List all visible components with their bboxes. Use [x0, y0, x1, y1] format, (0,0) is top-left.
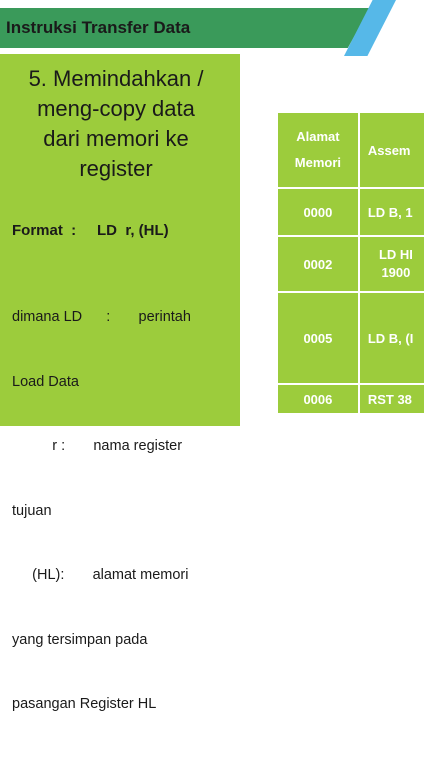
desc-line: (HL): alamat memori	[12, 567, 189, 583]
desc-line: dimana LD : perintah	[12, 309, 191, 325]
table-row	[277, 236, 425, 292]
table-row	[277, 384, 425, 414]
panel-title	[0, 64, 232, 184]
memory-table-viewport	[276, 111, 426, 417]
desc-line: pasangan Register HL	[12, 696, 157, 712]
panel-title-line: register	[79, 156, 153, 181]
header-assembly: Assem	[359, 112, 425, 188]
cell-address: 0000	[277, 188, 359, 236]
slide-title: Instruksi Transfer Data	[6, 18, 191, 37]
cell-assembly: LD B, 1	[359, 188, 425, 236]
desc-line: tujuan	[12, 502, 52, 519]
format-line: Format : LD r, (HL)	[12, 222, 169, 239]
panel-title-line: dari memori ke	[43, 126, 189, 151]
cell-address: 0005	[277, 292, 359, 384]
cell-address: 0002	[277, 236, 359, 292]
cell-assembly: RST 38	[359, 384, 425, 414]
cell-assembly: LD HI 1900	[359, 236, 425, 292]
desc-line: Load Data	[12, 373, 79, 390]
panel-title-line: meng-copy data	[37, 96, 195, 121]
table-header-row	[277, 112, 425, 188]
panel-title-line: 5. Memindahkan /	[28, 66, 204, 91]
cell-address: 0006	[277, 384, 359, 414]
description	[12, 264, 234, 759]
cell-assembly: LD B, (I	[359, 292, 425, 384]
memory-table	[276, 111, 426, 415]
header-alamat-memori: Alamat Memori	[277, 112, 359, 188]
table-row	[277, 292, 425, 384]
desc-line: yang tersimpan pada	[12, 631, 148, 648]
table-row	[277, 188, 425, 236]
desc-line: r : nama register	[12, 438, 183, 454]
content-panel	[0, 54, 240, 712]
